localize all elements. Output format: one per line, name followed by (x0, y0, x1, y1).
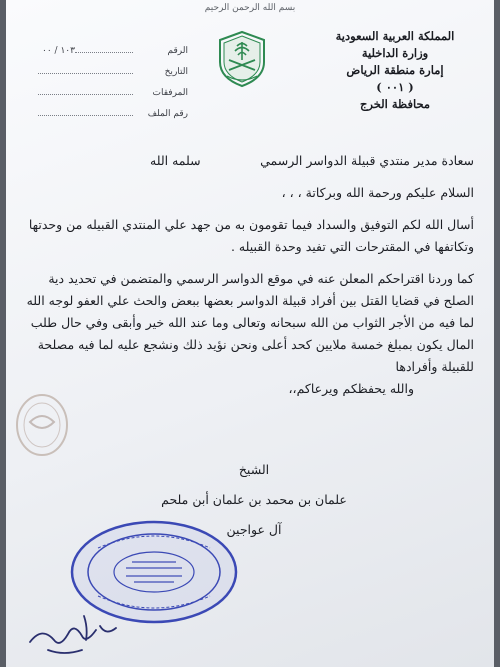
code-line: ( ٠٠١ ) (376, 80, 414, 94)
paragraph-2: كما وردنا اقتراحكم المعلن عنه في موقع الدواسر الرسمي والمتضمن في تحديد دية الصلح في قضايا القتل بين أفراد قبيلة الدواسر بعضها ببعض والحث علي العفو لوجه الله لما فيه من الأجر الثواب من الله سبحانه وتعالى وما عند الله خير وأبقى وفي حال طلب المال يكون بمبلغ خمسة ملايين كحد أعلى ونحن نؤيد ذلك ونشجع عليه لما فيه مصلحة للقبيلة وأفرادها (26, 271, 474, 374)
field-label: رقم الملف (147, 109, 188, 119)
signatory-title: الشيخ (238, 462, 270, 477)
faded-stamp-icon (14, 392, 70, 458)
field-label: التاريخ (164, 67, 188, 77)
signatory-tribe: آل عواجين (226, 522, 282, 537)
field-number (38, 35, 188, 56)
field-date (38, 56, 188, 77)
field-attachments (38, 77, 188, 98)
field-value: ١٠٣ / ٠٠ (42, 46, 75, 56)
reference-fields (38, 35, 188, 119)
closing: والله يحفظكم ويرعاكم،، (288, 381, 414, 396)
field-label: الرقم (167, 46, 188, 56)
governorate-line: محافظة الخرج (359, 97, 431, 111)
signatory-name: علمان بن محمد بن علمان أبن ملحم (161, 492, 347, 507)
letterhead-authority (320, 28, 470, 113)
field-file-number (38, 98, 188, 119)
honorific: سلمه الله (150, 153, 201, 168)
emirate-line: إمارة منطقة الرياض (346, 63, 444, 77)
addressee-line (26, 150, 474, 172)
field-label: المرفقات (152, 88, 188, 98)
greeting: السلام عليكم ورحمة الله وبركاتة ، ، ، (281, 185, 474, 200)
letter-page (6, 0, 494, 667)
saudi-emblem-icon (216, 30, 268, 88)
addressee: سعادة مدير منتدي قبيلة الدواسر الرسمي (260, 153, 474, 168)
paragraph-1: أسال الله لكم التوفيق والسداد فيما تقومون به من جهد علي المنتدي القبيله من وحدتها وتكاتفها في المقترحات التي تفيد وحدة القبيله . (28, 217, 474, 254)
letter-body (26, 150, 474, 400)
country-line: المملكة العربية السعودية (335, 29, 455, 43)
basmala: بسم الله الرحمن الرحيم (204, 3, 296, 13)
handwritten-signature-icon (24, 606, 124, 658)
ministry-line: وزارة الداخلية (361, 46, 429, 60)
